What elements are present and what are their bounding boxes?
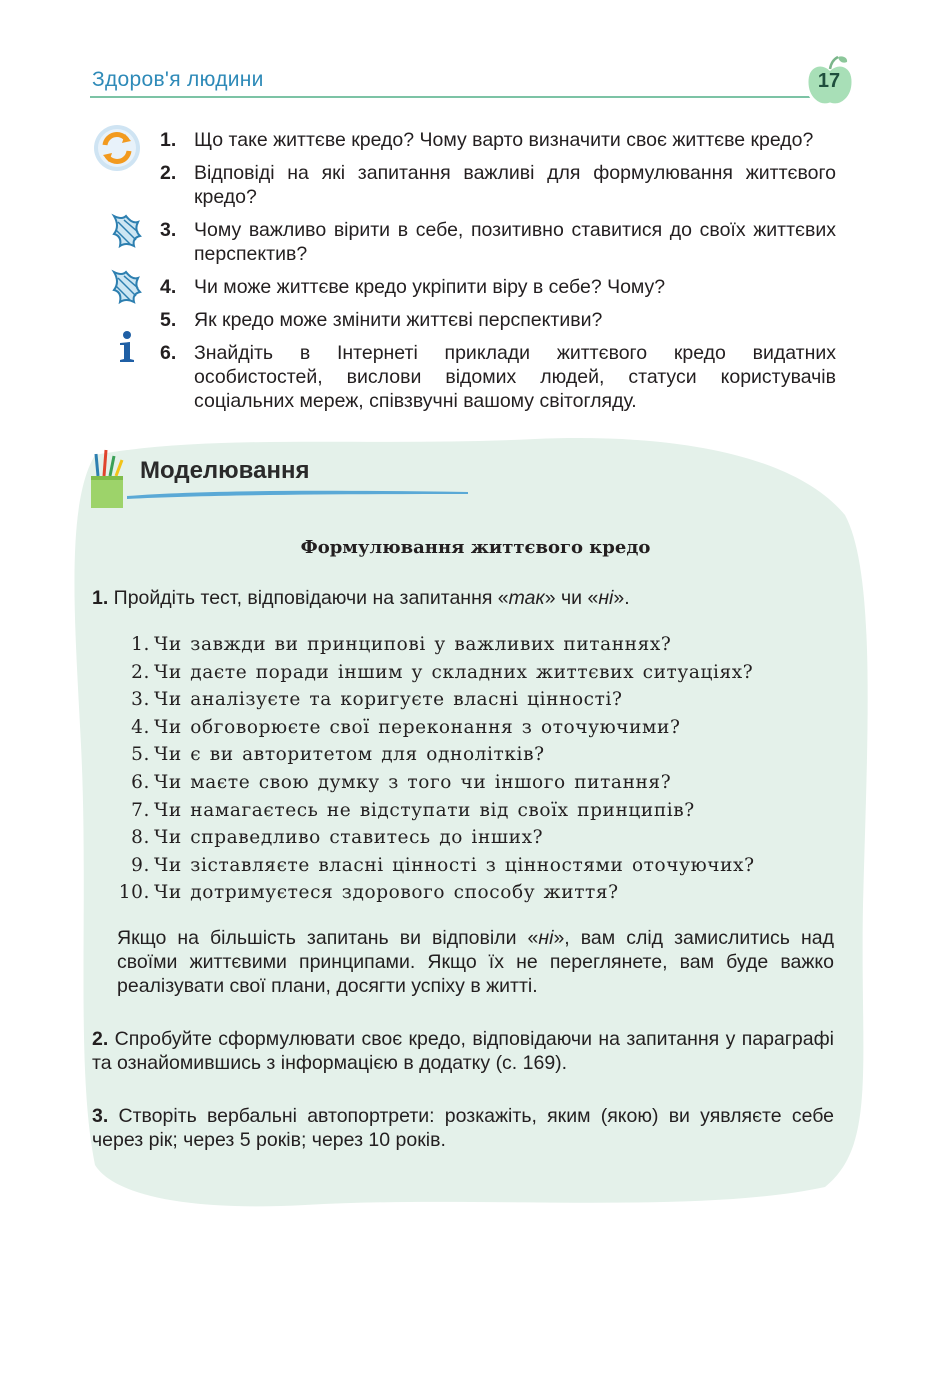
question-number: 1. — [160, 129, 177, 151]
pencil-cup-icon — [88, 448, 128, 510]
test-text: Чи обговорюєте свої переконання з оточуючими? — [154, 716, 681, 738]
question-text: Як кредо може змінити життєві перспективи? — [194, 309, 603, 331]
test-number: 4. — [131, 716, 150, 738]
page-number: 17 — [817, 70, 841, 92]
test-item — [112, 824, 755, 852]
puzzle-icon — [110, 268, 144, 306]
question-text: Чи може життєве кредо укріпити віру в себе? Чому? — [194, 276, 666, 298]
test-item — [112, 852, 755, 880]
task-text: Створіть вербальні автопортрети: розкажіть, яким (якою) ви уявляєте себе через рік; через 5 років; через 10 років. — [92, 1105, 834, 1151]
answer-no: ні — [598, 587, 614, 609]
question-number: 4. — [160, 276, 177, 298]
test-item — [112, 686, 755, 714]
question-item — [160, 128, 836, 152]
test-number: 10. — [118, 882, 150, 904]
section-title: Формулювання життєвого кредо — [300, 537, 651, 558]
test-text: Чи аналізуєте та коригуєте власні цінності? — [154, 689, 623, 711]
question-text: Чому важливо вірити в себе, позитивно ставитися до своїх життєвих перспектив? — [194, 219, 836, 265]
test-questions — [112, 631, 755, 907]
test-item — [112, 659, 755, 687]
test-number: 6. — [131, 771, 150, 793]
task-text: Спробуйте сформулювати своє кредо, відповідаючи на запитання у параграфі та ознайомившись з інформацією в додатку (с. 169). — [92, 1028, 834, 1074]
task-text: Пройдіть тест, відповідаючи на запитання « — [108, 587, 509, 609]
question-item — [160, 218, 836, 266]
test-number: 1. — [131, 634, 150, 655]
question-number: 5. — [160, 309, 177, 331]
task-2 — [92, 1027, 834, 1075]
test-number: 8. — [131, 827, 150, 849]
question-number: 6. — [160, 342, 177, 364]
test-text: Чи намагаєтесь не відступати від своїх принципів? — [154, 799, 695, 821]
review-questions — [160, 128, 836, 422]
test-text: Чи даєте поради іншим у складних життєвих ситуаціях? — [154, 661, 754, 683]
test-text: Чи зіставляєте власні цінності з цінностями оточуючих? — [154, 854, 755, 876]
task-3 — [92, 1104, 834, 1152]
test-text: Чи є ви авторитетом для однолітків? — [154, 744, 545, 766]
task-1 — [92, 586, 834, 610]
question-item — [160, 308, 836, 332]
test-number: 3. — [131, 689, 150, 711]
test-item — [112, 631, 755, 659]
info-icon — [116, 330, 138, 364]
header-rule — [90, 96, 820, 98]
question-item — [160, 275, 836, 299]
question-number: 2. — [160, 162, 177, 184]
test-item — [112, 714, 755, 742]
conclusion-text: », вам слід замислитись над своїми життєвими принципами. Якщо їх не переглянете, вам буде важко реалізувати свої плани, досягти успіху в житті. — [117, 927, 834, 997]
test-number: 7. — [131, 799, 150, 821]
test-text: Чи дотримуєтеся здорового способу життя? — [154, 882, 619, 904]
test-number: 2. — [131, 661, 150, 683]
question-item — [160, 161, 836, 209]
test-number: 9. — [131, 854, 150, 876]
answer-yes: так — [508, 587, 545, 609]
test-number: 5. — [131, 744, 150, 766]
test-text: Чи маєте свою думку з того чи іншого питання? — [154, 771, 672, 793]
task-number: 2. — [92, 1028, 109, 1050]
test-conclusion — [117, 926, 834, 998]
task-number: 1. — [92, 587, 109, 609]
question-text: Знайдіть в Інтернеті приклади життєвого кредо видатних особистостей, вислови відомих людей, статуси користувачів соціальних мереж, співзвучні вашому світогляду. — [194, 342, 836, 412]
question-item — [160, 341, 836, 413]
conclusion-text: Якщо на більшість запитань ви відповіли « — [117, 927, 539, 949]
task-text: » чи « — [544, 587, 599, 609]
test-item — [112, 797, 755, 825]
question-text: Відповіді на які запитання важливі для формулювання життєвого кредо? — [194, 162, 836, 208]
cycle-icon — [92, 123, 142, 173]
test-item — [112, 879, 755, 907]
question-number: 3. — [160, 219, 177, 241]
test-item — [112, 769, 755, 797]
test-text: Чи справедливо ставитесь до інших? — [154, 827, 544, 849]
test-item — [112, 741, 755, 769]
puzzle-icon — [110, 212, 144, 250]
test-text: Чи завжди ви принципові у важливих питаннях? — [154, 634, 672, 655]
modeling-heading: Моделювання — [140, 457, 310, 484]
running-header: Здоров'я людини — [92, 68, 264, 91]
answer-no: ні — [538, 927, 554, 949]
question-text: Що таке життєве кредо? Чому варто визначити своє життєве кредо? — [194, 129, 814, 151]
task-number: 3. — [92, 1105, 109, 1127]
heading-underline — [125, 486, 470, 500]
task-text: ». — [613, 587, 630, 609]
